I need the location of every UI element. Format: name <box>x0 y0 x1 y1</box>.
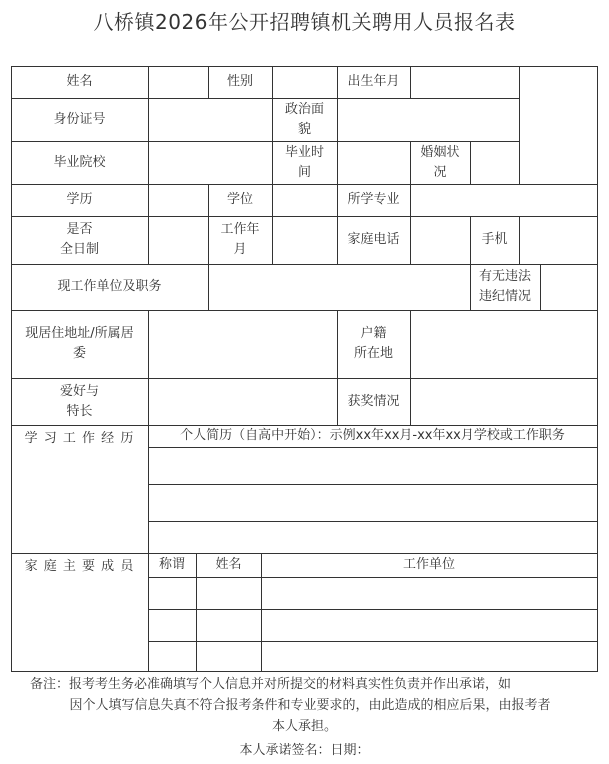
input-hobby[interactable] <box>148 378 337 425</box>
label-work-years-line1: 工作年 <box>220 222 260 237</box>
grid-line <box>11 141 519 142</box>
family-col-name: 姓名 <box>215 557 242 572</box>
grid-line <box>337 310 338 425</box>
input-major[interactable] <box>410 184 597 216</box>
grid-line <box>148 310 149 671</box>
grid-line <box>470 216 471 310</box>
family-row[interactable] <box>148 609 597 641</box>
input-education[interactable] <box>148 184 208 216</box>
input-birth[interactable] <box>410 66 519 98</box>
label-name: 姓名 <box>66 74 93 89</box>
resume-header: 个人简历（自高中开始）：示例xx年xx月-xx年xx月学校或工作职务 <box>180 428 565 443</box>
grid-line <box>519 216 520 264</box>
input-political[interactable] <box>337 98 519 141</box>
label-hobby <box>11 378 148 425</box>
label-education: 学历 <box>66 192 93 207</box>
family-col-relation: 称谓 <box>158 557 185 572</box>
grid-line <box>337 66 338 264</box>
grid-line <box>208 66 209 98</box>
label-major: 所学专业 <box>347 192 400 207</box>
label-resume-text: 学 习 工 作 经 历 <box>24 431 135 446</box>
label-school: 毕业院校 <box>53 154 106 170</box>
grid-line <box>11 98 519 99</box>
label-id-number: 身份证号 <box>53 111 106 127</box>
grid-line <box>11 310 598 311</box>
label-violation-line1: 有无违法 <box>478 269 531 284</box>
grid-line <box>261 553 262 671</box>
input-mobile[interactable] <box>519 216 597 264</box>
input-marital[interactable] <box>470 141 519 184</box>
note-line-3: 本人承担。 <box>271 719 337 734</box>
label-fulltime-line1: 是否 <box>66 222 93 237</box>
label-family-text: 家 庭 主 要 成 员 <box>24 559 135 574</box>
label-marital-line1: 婚姻状 <box>420 144 460 160</box>
label-grad-time-line2: 间 <box>297 164 311 180</box>
label-violation-line2: 违纪情况 <box>478 289 531 304</box>
label-home-phone: 家庭电话 <box>347 232 400 247</box>
label-grad-time-line1: 毕业时 <box>284 144 324 160</box>
label-fulltime-line2: 全日制 <box>59 242 99 257</box>
grid-line <box>11 216 598 217</box>
input-home-phone[interactable] <box>410 216 470 264</box>
grid-line <box>11 264 598 265</box>
label-hobby-line1: 爱好与 <box>59 383 99 399</box>
input-address[interactable] <box>148 310 337 378</box>
signature-line: 本人承诺签名：日期： <box>239 743 370 758</box>
grid-line <box>11 66 598 67</box>
label-awards: 获奖情况 <box>347 393 400 409</box>
label-current-job: 现工作单位及职务 <box>57 279 162 294</box>
input-grad-time[interactable] <box>337 141 410 184</box>
grid-line <box>410 141 411 264</box>
grid-line <box>148 577 598 578</box>
label-violation <box>470 264 540 310</box>
label-hukou <box>337 310 410 378</box>
family-col-work: 工作单位 <box>402 557 455 572</box>
grid-line <box>11 671 598 672</box>
input-fulltime[interactable] <box>148 216 208 264</box>
grid-line <box>410 310 411 425</box>
grid-line <box>196 553 197 671</box>
label-marital-line2: 况 <box>433 164 447 180</box>
label-grad-time <box>272 141 337 184</box>
form-title: 八桥镇2026年公开招聘镇机关聘用人员报名表 <box>93 10 516 34</box>
resume-row[interactable] <box>148 521 597 553</box>
note-line-1: 备注：报考考生务必准确填写个人信息并对所提交的材料真实性负责并作出承诺，如 <box>30 677 512 692</box>
label-gender: 性别 <box>226 74 253 89</box>
label-political-line2: 貌 <box>297 121 311 137</box>
grid-line <box>148 66 149 264</box>
label-work-years <box>208 216 272 264</box>
grid-line <box>208 184 209 310</box>
note-line-2: 因个人填写信息失真不符合报考条件和专业要求的，由此造成的相应后果，由报考者 <box>69 698 551 713</box>
family-row[interactable] <box>148 577 597 609</box>
label-fulltime <box>11 216 148 264</box>
label-work-years-line2: 月 <box>233 242 247 257</box>
label-marital <box>410 141 470 184</box>
input-id-number[interactable] <box>148 98 272 141</box>
photo-box[interactable] <box>519 66 597 184</box>
label-family <box>11 553 148 671</box>
grid-line <box>148 609 598 610</box>
grid-line <box>11 184 598 185</box>
label-hukou-line1: 户籍 <box>360 326 387 341</box>
grid-line <box>148 447 598 448</box>
label-birth: 出生年月 <box>347 74 400 89</box>
input-work-years[interactable] <box>272 216 337 264</box>
grid-line <box>272 66 273 264</box>
grid-line <box>519 66 520 184</box>
input-name[interactable] <box>148 66 208 98</box>
label-political-line1: 政治面 <box>284 101 324 117</box>
grid-line <box>11 378 598 379</box>
input-violation[interactable] <box>540 264 597 310</box>
resume-row[interactable] <box>148 484 597 521</box>
label-address-line2: 委 <box>72 346 86 361</box>
grid-line <box>470 141 471 184</box>
grid-line <box>597 66 598 672</box>
grid-line <box>148 641 598 642</box>
grid-line <box>148 521 598 522</box>
input-degree[interactable] <box>272 184 337 216</box>
family-row[interactable] <box>148 641 597 671</box>
grid-line <box>11 425 598 426</box>
input-awards[interactable] <box>410 378 597 425</box>
resume-row[interactable] <box>148 447 597 484</box>
grid-line <box>148 484 598 485</box>
label-resume <box>11 425 148 553</box>
label-address <box>11 310 148 378</box>
label-hobby-line2: 特长 <box>66 403 93 419</box>
label-mobile: 手机 <box>481 232 508 247</box>
grid-line <box>11 66 12 672</box>
grid-line <box>11 553 598 554</box>
grid-line <box>540 264 541 310</box>
grid-line <box>410 66 411 98</box>
input-current-job[interactable] <box>208 264 470 310</box>
label-degree: 学位 <box>226 192 253 207</box>
input-school[interactable] <box>148 141 272 184</box>
label-political <box>272 98 337 141</box>
label-address-line1: 现居住地址/所属居 <box>25 326 134 341</box>
input-gender[interactable] <box>272 66 337 98</box>
input-hukou[interactable] <box>410 310 597 378</box>
label-hukou-line2: 所在地 <box>353 346 393 361</box>
